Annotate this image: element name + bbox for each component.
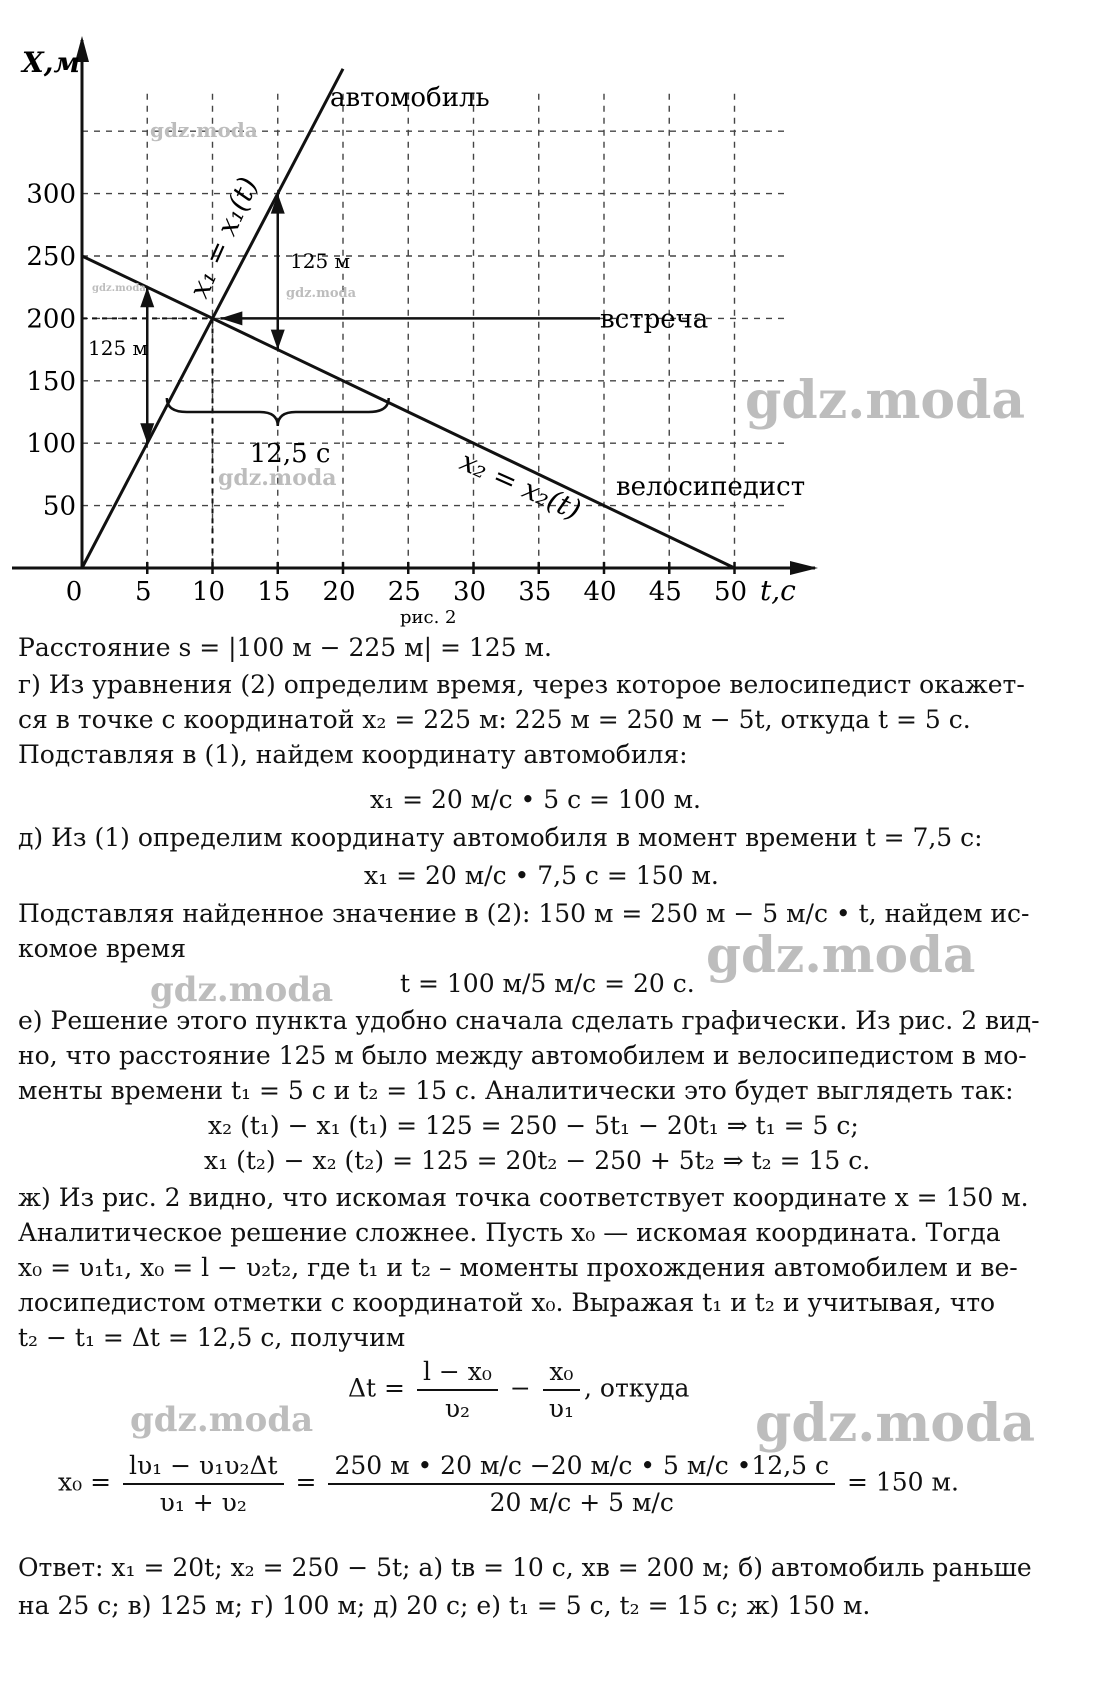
watermark: gdz.moda bbox=[150, 970, 334, 1010]
y-tick-label: 100 bbox=[26, 429, 76, 460]
text-line: комое время bbox=[18, 934, 187, 963]
text-line: менты времени t₁ = 5 с и t₂ = 15 с. Аналитически это будет выглядеть так: bbox=[18, 1076, 1014, 1105]
x-tick-label: 15 bbox=[257, 577, 291, 607]
y-tick-label: 300 bbox=[26, 179, 76, 210]
watermark: gdz.moda bbox=[130, 1400, 314, 1440]
text-line: Расстояние s = |100 м − 225 м| = 125 м. bbox=[18, 633, 552, 662]
distance-label-left: 125 м bbox=[88, 336, 149, 360]
x-tick-label: 20 bbox=[322, 577, 356, 607]
text-line: но, что расстояние 125 м было между автомобилем и велосипедистом в мо- bbox=[18, 1041, 1027, 1070]
equation: x₁ = 20 м/с • 5 с = 100 м. bbox=[370, 785, 701, 814]
text-line: Аналитическое решение сложнее. Пусть x₀ — искомая координата. Тогда bbox=[18, 1218, 1001, 1247]
y-axis-label: X,м bbox=[22, 46, 81, 79]
numerator: x₀ bbox=[543, 1354, 580, 1391]
denominator: υ₂ bbox=[444, 1394, 471, 1423]
annotations bbox=[82, 172, 708, 628]
distance-label-right: 125 м bbox=[290, 249, 351, 273]
watermark: gdz.moda bbox=[286, 286, 357, 301]
figure-caption: рис. 2 bbox=[400, 607, 457, 628]
numerator: l − x₀ bbox=[417, 1354, 498, 1391]
x-axis-label: t,с bbox=[760, 574, 796, 607]
denominator: υ₁ bbox=[548, 1394, 575, 1423]
formula-tail: = 150 м. bbox=[846, 1467, 959, 1497]
bicycle-series-label: велосипедист bbox=[616, 472, 806, 502]
y-tick-label: 200 bbox=[26, 304, 76, 335]
formula-lhs: Δt = bbox=[348, 1373, 405, 1403]
watermark: gdz.moda bbox=[218, 465, 337, 491]
equals-sign: = bbox=[295, 1467, 317, 1497]
interval-label: 12,5 с bbox=[249, 439, 331, 469]
text-line: лосипедистом отметки с координатой x₀. Выражая t₁ и t₂ и учитывая, что bbox=[18, 1288, 996, 1317]
text-line: ж) Из рис. 2 видно, что искомая точка соответствует координате x = 150 м. bbox=[18, 1183, 1029, 1212]
x-tick-label: 30 bbox=[452, 577, 487, 607]
text-line: е) Решение этого пункта удобно сначала сделать графически. Из рис. 2 вид- bbox=[18, 1006, 1040, 1035]
fraction bbox=[123, 1448, 284, 1520]
text-line: г) Из уравнения (2) определим время, через которое велосипедист окажет- bbox=[18, 670, 1025, 699]
x-tick-label: 5 bbox=[134, 577, 152, 607]
interval-brace bbox=[167, 398, 389, 426]
answer-line: на 25 с; в) 125 м; г) 100 м; д) 20 с; е) t₁ = 5 с, t₂ = 15 с; ж) 150 м. bbox=[18, 1591, 871, 1620]
formula-tail: , откуда bbox=[584, 1373, 690, 1403]
text-line: Подставляя найденное значение в (2): 150 м = 250 м − 5 м/с • t, найдем ис- bbox=[18, 899, 1030, 928]
equation: x₁ = 20 м/с • 7,5 с = 150 м. bbox=[364, 861, 719, 890]
formula-dt bbox=[348, 1354, 689, 1426]
x-tick-label: 0 bbox=[65, 577, 83, 607]
text-line: ся в точке с координатой x₂ = 225 м: 225 м = 250 м − 5t, откуда t = 5 с. bbox=[18, 705, 971, 734]
x-tick-label: 50 bbox=[713, 577, 748, 607]
y-tick-label: 250 bbox=[26, 242, 76, 272]
text-line: Подставляя в (1), найдем координату автомобиля: bbox=[18, 740, 688, 769]
formula-x0 bbox=[58, 1448, 959, 1520]
x-tick-label: 45 bbox=[648, 577, 682, 607]
denominator: υ₁ + υ₂ bbox=[159, 1488, 247, 1517]
equation: t = 100 м/5 м/с = 20 с. bbox=[400, 969, 695, 998]
equation: x₁ (t₂) − x₂ (t₂) = 125 = 20t₂ − 250 + 5t₂ ⇒ t₂ = 15 с. bbox=[204, 1146, 871, 1175]
watermark: gdz.moda bbox=[745, 370, 1026, 431]
x-tick-label: 25 bbox=[387, 577, 421, 607]
denominator: 20 м/с + 5 м/с bbox=[489, 1488, 674, 1517]
minus-sign: − bbox=[509, 1373, 531, 1403]
text-line: x₀ = υ₁t₁, x₀ = l − υ₂t₂, где t₁ и t₂ – моменты прохождения автомобилем и ве- bbox=[18, 1253, 1018, 1282]
fraction bbox=[417, 1354, 498, 1426]
car-equation-label: x₁ = x₁(t) bbox=[182, 172, 265, 303]
answer-line: Ответ: x₁ = 20t; x₂ = 250 − 5t; а) tв = 10 с, xв = 200 м; б) автомобиль раньше bbox=[18, 1553, 1032, 1582]
numerator: 250 м • 20 м/с −20 м/с • 5 м/с •12,5 с bbox=[328, 1448, 835, 1485]
x-axis-arrow bbox=[790, 561, 818, 575]
x-tick-label: 35 bbox=[518, 577, 552, 607]
meeting-label: встреча bbox=[600, 304, 709, 335]
y-tick-label: 150 bbox=[26, 366, 76, 397]
y-tick-label: 50 bbox=[42, 491, 76, 522]
watermark: gdz.moda bbox=[92, 283, 146, 294]
fraction bbox=[543, 1354, 580, 1426]
text-line: t₂ − t₁ = Δt = 12,5 с, получим bbox=[18, 1323, 406, 1352]
watermark: gdz.moda bbox=[150, 118, 258, 142]
fraction bbox=[328, 1448, 835, 1520]
numerator: lυ₁ − υ₁υ₂Δt bbox=[123, 1448, 284, 1485]
car-series-label: автомобиль bbox=[330, 83, 490, 113]
watermark: gdz.moda bbox=[755, 1393, 1036, 1454]
equation: x₂ (t₁) − x₁ (t₁) = 125 = 250 − 5t₁ − 20t₁ ⇒ t₁ = 5 с; bbox=[208, 1111, 859, 1140]
x-tick-label: 40 bbox=[583, 577, 617, 607]
text-line: д) Из (1) определим координату автомобиля в момент времени t = 7,5 с: bbox=[18, 823, 983, 852]
motion-graph bbox=[0, 0, 1113, 640]
formula-lhs: x₀ = bbox=[58, 1467, 112, 1497]
watermark: gdz.moda bbox=[706, 925, 976, 984]
bicycle-equation-label: x₂ = x₂(t) bbox=[455, 444, 586, 527]
x-tick-label: 10 bbox=[191, 577, 226, 607]
